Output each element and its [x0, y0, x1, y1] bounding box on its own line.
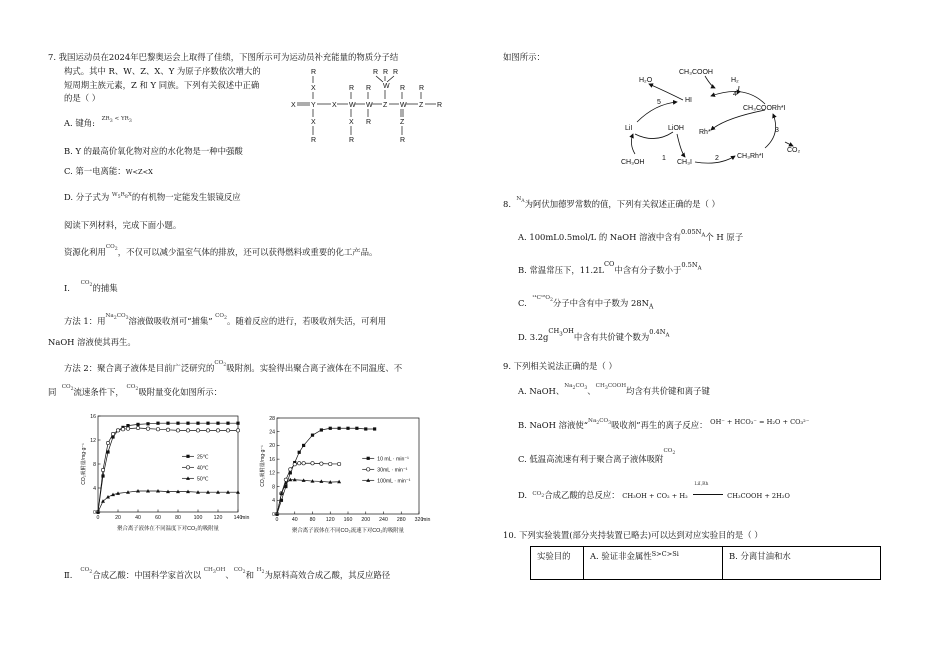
method-2-line2: 同 $^{CO_2}$流速条件下， $^{CO_2}$吸附量变化如图所示： [48, 384, 223, 397]
table-cell-option-b: B. 分离甘油和水 [723, 547, 881, 580]
atom-x: X [311, 85, 316, 92]
step-2: 2 [715, 155, 719, 162]
species-ch3oh: CH₃OH [621, 159, 645, 166]
atom-x: X [291, 102, 296, 109]
data-point [156, 422, 159, 425]
atom-z: Z [400, 119, 405, 126]
plot-frame [277, 418, 419, 514]
atom-z: Z [419, 102, 424, 109]
species-ch3coorhi: CH₃COORh*I [743, 105, 786, 112]
y-tick-label: 16 [269, 456, 275, 463]
temperature-adsorption-chart [72, 410, 252, 540]
data-point [236, 422, 239, 425]
option-a-label: A. 键角: [64, 118, 95, 128]
atom-r: R [373, 69, 379, 76]
data-point [186, 429, 189, 432]
q9-stem: 9. 下列相关说法正确的是（ ） [503, 361, 617, 371]
series-line [98, 423, 238, 512]
atom-y: Y [311, 102, 316, 109]
step-3: 3 [775, 127, 779, 134]
atom-r: R [366, 119, 372, 126]
x-tick-label: 60 [155, 515, 161, 521]
chart-caption: 聚合离子液体在不同温度下对CO₂的吸附量 [117, 526, 219, 532]
data-point [320, 462, 323, 465]
data-point [311, 434, 314, 437]
atom-x: X [311, 119, 316, 126]
data-point [176, 429, 179, 432]
data-point [176, 422, 179, 425]
method-1-line2: NaOH 溶液使其再生。 [48, 337, 136, 347]
option-c-label: C. 第一电离能： [64, 166, 126, 176]
section-1-heading: Ⅰ. $^{CO_2}$的捕集 [64, 280, 118, 293]
legend-label: 30mL · min⁻¹ [377, 467, 408, 474]
atom-w: W [349, 102, 356, 109]
data-point [166, 428, 169, 431]
y-tick-label: 8 [272, 484, 275, 491]
continued-text: 如图所示： [503, 52, 545, 62]
data-point [320, 428, 323, 431]
atom-r: R [419, 85, 425, 92]
x-tick-label: 120 [325, 517, 335, 523]
q8-option-c: C. $^{^{14}C^{18}O_2}$分子中含有中子数为 $28N_A$ [518, 295, 654, 311]
data-point [338, 427, 341, 430]
data-point [101, 468, 104, 471]
atom-r: R [400, 137, 406, 144]
q7-option-d [64, 192, 241, 205]
atom-w: W [383, 83, 390, 90]
x-tick-label: 40 [135, 515, 141, 521]
legend-label: 50℃ [197, 476, 209, 483]
molecule-structure [285, 60, 465, 152]
y-axis-label: CO₂吸附量/mg·g⁻¹ [260, 445, 266, 487]
data-point [329, 462, 332, 465]
table-cell-purpose: 实验目的 [531, 547, 584, 580]
atom-x: X [332, 102, 337, 109]
data-point [121, 428, 124, 431]
section-2-line: Ⅱ. $^{CO_2}$合成乙酸：中国科学家首次以 $^{CH_3OH}$、$^{CO_2}$和 $^{H_2}$为原料高效合成乙酸，其反应路径 [64, 567, 391, 580]
data-point [156, 428, 159, 431]
atom-w: W [400, 102, 407, 109]
data-point [373, 427, 376, 430]
data-point [289, 468, 292, 471]
step-4: 4 [733, 91, 737, 98]
species-lioh: LiOH [668, 125, 684, 132]
atom-r: R [311, 69, 317, 76]
data-point [311, 462, 314, 465]
q10-table [530, 546, 881, 580]
atom-z: Z [383, 102, 388, 109]
data-point [364, 427, 367, 430]
legend-label: 10 mL · min⁻¹ [377, 456, 409, 463]
data-point [166, 422, 169, 425]
series-3 [275, 478, 411, 516]
option-a-formula: ZR3 < YR3 [101, 116, 132, 125]
y-tick-label: 0 [93, 509, 96, 516]
x-tick-label: 120 [213, 515, 223, 521]
x-axis-label: min [241, 515, 250, 521]
series-1 [96, 422, 239, 514]
q9-option-b: B. NaOH 溶液使“$^{Na_2CO_3}$吸收剂”再生的离子反应： $^{OH^- + HCO_3^- = H_2O + CO_3^{2-}}$ [518, 418, 810, 430]
data-point [216, 429, 219, 432]
data-point [126, 427, 129, 430]
series-2 [275, 462, 407, 516]
x-tick-label: 80 [175, 515, 181, 521]
chart-caption: 聚合离子液体在不同CO₂流速下对CO₂的吸附量 [292, 528, 404, 534]
species-lii: LiI [625, 125, 633, 132]
x-axis-label: min [422, 517, 431, 523]
x-tick-label: 0 [275, 517, 279, 523]
data-point [111, 432, 114, 435]
q10-stem: 10. 下列实验装置(部分夹持装置已略去)可以达到对应实验目的是（ ） [503, 530, 763, 540]
x-tick-label: 140 [233, 515, 243, 521]
series-3 [96, 476, 240, 513]
x-tick-label: 200 [361, 517, 371, 523]
y-tick-label: 0 [272, 511, 275, 518]
q8-option-b: B. 常温常压下，$11.2L^{CO}$中含有分子数小于$^{0.5N_A}$ [518, 260, 702, 275]
species-hi: HI [685, 97, 692, 104]
data-point [216, 422, 219, 425]
data-point [136, 426, 139, 429]
y-tick-label: 4 [93, 485, 96, 492]
y-tick-label: 20 [269, 443, 275, 450]
data-point [346, 427, 349, 430]
passage-p1: 资源化利用$^{CO_2}$，不仅可以减少温室气体的排放，还可以获得燃料或重要的化工产品。 [64, 244, 378, 257]
x-tick-label: 280 [396, 517, 406, 523]
q8-stem: 8. $^{N_A}$为阿伏加德罗常数的值，下列有关叙述正确的是（ ） [503, 196, 720, 209]
data-point [302, 462, 305, 465]
data-point [284, 478, 287, 481]
data-point [297, 462, 300, 465]
data-point [186, 455, 189, 458]
species-h2o: H₂O [639, 77, 653, 84]
legend-label: 25℃ [197, 454, 209, 461]
step-5: 5 [657, 99, 661, 106]
x-tick-label: 80 [309, 517, 316, 523]
data-point [106, 441, 109, 444]
table-cell-option-a: A. 验证非金属性$^{S>C>Si}$ [584, 547, 723, 580]
atom-r: R [437, 102, 443, 109]
option-c-formula: W<Z<X [125, 168, 153, 176]
data-point [206, 422, 209, 425]
atom-w: W [366, 102, 373, 109]
species-co2: CO₂ [787, 147, 801, 154]
data-point [136, 423, 139, 426]
reaction-pathway-diagram [615, 62, 805, 172]
atom-r: R [349, 137, 355, 144]
q8-option-d: D. $3.2g^{CH_3OH}$中含有共价键个数为$^{0.4N_A}$ [518, 327, 670, 342]
data-point [367, 468, 370, 471]
data-point [329, 427, 332, 430]
data-point [355, 427, 358, 430]
atom-r: R [366, 85, 372, 92]
passage-intro: 阅读下列材料，完成下面小题。 [64, 220, 182, 230]
series-line [277, 428, 375, 514]
data-point [206, 429, 209, 432]
x-tick-label: 320 [414, 517, 424, 523]
q9-option-a: A. NaOH、$^{Na_2CO_3}$、$^{CH_3COOH}$均含有共价键和离子键 [518, 383, 710, 396]
atom-x: X [349, 119, 354, 126]
series-line [277, 463, 339, 514]
method-2-line1: 方法 2：聚合离子液体是目前广泛研究的$^{CO_2}$吸附剂。实验得出聚合离子液体在不同温度、不 [64, 360, 403, 373]
y-tick-label: 8 [93, 461, 96, 468]
x-tick-label: 40 [291, 517, 298, 523]
series-line [98, 428, 238, 512]
y-axis-label: CO₂吸附量/mg·g⁻¹ [81, 443, 87, 485]
x-tick-label: 100 [193, 515, 203, 521]
series-2 [96, 426, 239, 513]
species-h2: H₂ [731, 77, 739, 84]
y-tick-label: 12 [269, 470, 275, 477]
data-point [116, 429, 119, 432]
x-tick-label: 20 [115, 515, 121, 521]
x-tick-label: 240 [379, 517, 388, 523]
method-1-line1: 方法 1：用$^{Na_2CO_3}$溶液做吸收剂可“捕集” $^{CO_2}$。随着反应的进行，若吸收剂失活，可利用 [64, 313, 387, 326]
data-point [196, 422, 199, 425]
flowrate-adsorption-chart [255, 412, 433, 540]
option-d-label: D. 分子式为 [64, 192, 110, 202]
x-tick-label: 160 [343, 517, 353, 523]
option-d-tail: 的有机物一定能发生银镜反应 [131, 192, 241, 202]
data-point [146, 427, 149, 430]
q7-stem-line2: 构式。其中 R、W、Z、X、Y 为原子序数依次增大的 [64, 66, 261, 76]
q7-option-c [64, 166, 153, 177]
atom-r: R [400, 85, 406, 92]
y-tick-label: 12 [90, 437, 96, 444]
species-ch3cooh: CH₃COOH [679, 69, 713, 76]
data-point [226, 422, 229, 425]
q7-option-a [64, 116, 132, 131]
q7-option-b: B. Y 的最高价氧化物对应的水化物是一种中强酸 [64, 146, 243, 156]
q7-stem-line3: 短周期主族元素，Z 和 Y 同族。下列有关叙述中正确 [64, 80, 260, 90]
option-d-formula: W5R8X [111, 192, 132, 201]
y-tick-label: 16 [90, 413, 96, 420]
species-rh: Rh* [699, 129, 711, 136]
x-tick-label: 0 [96, 515, 100, 521]
data-point [337, 462, 340, 465]
data-point [236, 429, 239, 432]
y-tick-label: 28 [269, 415, 275, 422]
data-point [298, 451, 301, 454]
data-point [293, 463, 296, 466]
data-point [186, 466, 189, 469]
y-tick-label: 24 [269, 429, 275, 436]
table-row [531, 547, 881, 580]
data-point [196, 429, 199, 432]
atom-r: R [393, 69, 399, 76]
data-point [226, 429, 229, 432]
legend-label: 40℃ [197, 465, 209, 472]
step-1: 1 [662, 155, 666, 162]
q9-option-c: C. 低温高流速有利于聚合离子液体吸附$^{CO_2}$ [518, 448, 676, 464]
data-point [146, 422, 149, 425]
data-point [302, 444, 305, 447]
atom-r: R [311, 137, 317, 144]
q7-stem-line1: 7. 我国运动员在2024年巴黎奥运会上取得了佳绩，下图所示可为运动员补充能量的物质分子结 [48, 52, 399, 62]
q7-stem-line4: 的是（ ） [64, 93, 101, 103]
atom-r: R [383, 69, 389, 76]
species-ch3rhi: CH₃Rh*I [737, 153, 764, 160]
q9-option-d: D. $^{CO_2}$合成乙酸的总反应： CH₃OH + CO₂ + H₂ LiI,Rh CH₃COOH + 2H₂O [518, 482, 790, 500]
y-tick-label: 4 [272, 498, 275, 505]
legend-label: 100mL · min⁻¹ [377, 478, 411, 485]
atom-r: R [349, 85, 355, 92]
species-ch3i: CH₃I [677, 159, 692, 166]
data-point [106, 495, 110, 499]
data-point [367, 457, 370, 460]
data-point [186, 422, 189, 425]
q8-option-a: A. 100mL0.5mol/L 的 NaOH 溶液中含有$^{0.05N_A}$个 H 原子 [518, 228, 744, 242]
